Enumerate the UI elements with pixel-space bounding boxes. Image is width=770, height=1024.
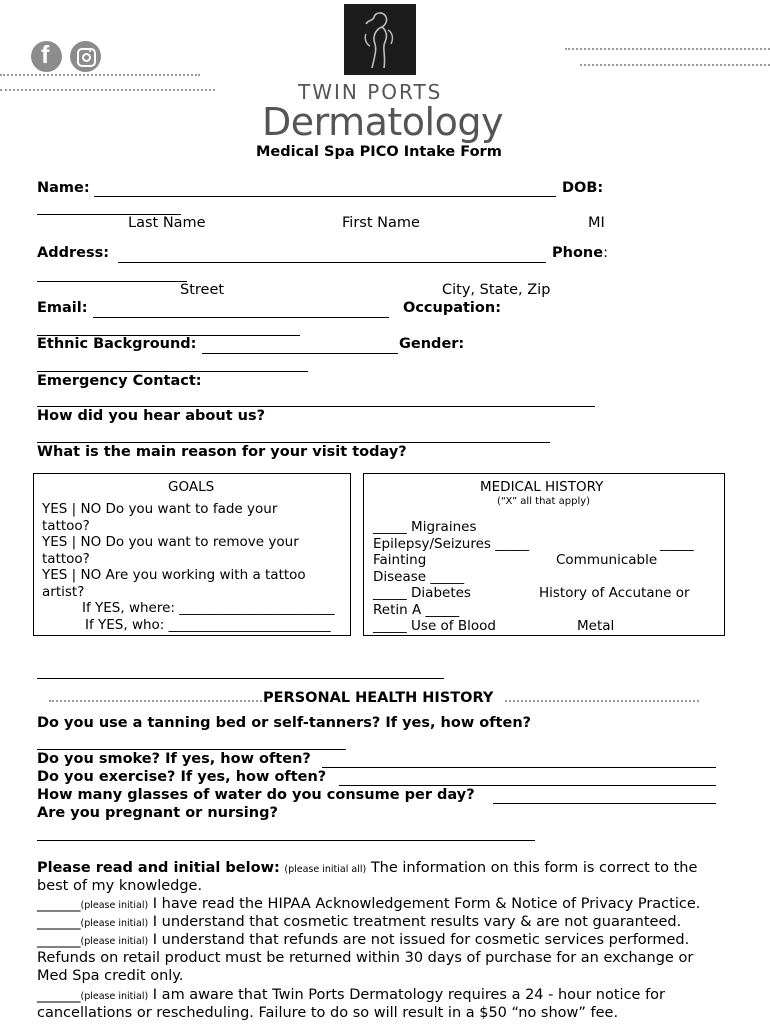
medical-item-retin-a[interactable]: Retin A _____ [373,601,460,618]
ack-results [37,913,681,933]
street-caption: Street [180,282,225,298]
header-dotted-line-left-2 [0,89,215,91]
goals-line-4: tattoo? [42,550,90,567]
hear-about-us-label: How did you hear about us? [37,408,266,424]
email-field[interactable] [93,317,389,318]
name-field[interactable] [94,196,556,197]
brand-subtitle: Dermatology [262,100,503,144]
ethnic-background-field[interactable] [202,353,398,354]
ack-refunds-line-2: Refunds on retail product must be returned within 30 days of purchase for an exchange or [37,950,694,966]
health-section-divider-right [505,700,699,702]
initial-field-cancellation[interactable]: ______ [37,987,81,1003]
exercise-question: Do you exercise? If yes, how often? [37,769,327,785]
ack-cancellation-text: I am aware that Twin Ports Dermatology requires a 24 - hour notice for [152,987,666,1003]
first-name-caption: First Name [342,215,420,231]
tanning-answer-field[interactable] [37,749,346,750]
emergency-contact-label: Emergency Contact: [37,373,202,389]
last-name-caption: Last Name [128,215,206,231]
please-initial-results: (please initial) [80,918,149,929]
please-initial-refunds: (please initial) [80,936,149,947]
medical-history-title: MEDICAL HISTORY [480,479,604,495]
tanning-question: Do you use a tanning bed or self-tanners? If yes, how often? [37,715,532,731]
goals-line-5[interactable]: YES | NO Are you working with a tattoo [42,567,306,583]
email-label: Email: [37,300,88,316]
phone-label-colon: : [603,245,608,261]
health-section-divider-left [49,700,262,702]
medical-item-epilepsy[interactable]: Epilepsy/Seizures _____ [373,535,529,552]
mi-caption: MI [588,215,605,231]
logo-figure-icon [344,4,416,75]
ack-intro-small: (please initial all) [284,864,367,875]
ack-intro-line-2: best of my knowledge. [37,878,203,894]
medical-item-metal: Metal [577,618,615,634]
medical-item-blood[interactable]: _____ Use of Blood [373,618,496,634]
visit-reason-field[interactable] [37,678,444,679]
pregnant-question: Are you pregnant or nursing? [37,805,278,821]
goals-line-2: tattoo? [42,517,90,534]
name-label: Name: [37,180,90,196]
goals-line-1[interactable]: YES | NO Do you want to fade your [42,501,278,517]
ack-intro-text: The information on this form is correct to the [370,860,698,876]
goals-where-field[interactable]: If YES, where: _______________________ [82,600,335,616]
phone-field[interactable] [37,281,187,282]
gender-field[interactable] [37,371,308,372]
dob-label: DOB: [562,180,604,196]
ack-intro [37,859,697,879]
goals-who-field[interactable]: If YES, who: ________________________ [85,617,331,633]
header-dotted-line-right-1 [565,48,770,50]
medical-item-migraines[interactable]: _____ Migraines [373,519,477,535]
exercise-answer-field[interactable] [339,785,716,786]
medical-item-disease[interactable]: Disease _____ [373,568,465,585]
ack-refunds-line-3: Med Spa credit only. [37,968,184,984]
emergency-contact-field[interactable] [37,406,595,407]
ack-hipaa-text: I have read the HIPAA Acknowledgement Form & Notice of Privacy Practice. [152,896,701,912]
ack-cancellation [37,986,665,1006]
ack-hipaa [37,895,700,915]
goals-title: GOALS [168,479,215,495]
initial-field-refunds[interactable]: ______ [37,932,81,948]
address-label: Address: [37,245,110,261]
form-title: Medical Spa PICO Intake Form [256,144,502,160]
logo-image [344,4,416,75]
gender-label: Gender: [399,336,465,352]
medical-item-communicable: Communicable [556,552,658,568]
medical-item-fainting: Fainting [373,552,427,568]
please-initial-cancellation: (please initial) [80,991,149,1002]
phone-label [552,245,608,261]
smoke-question: Do you smoke? If yes, how often? [37,751,311,767]
ack-refunds-text: I understand that refunds are not issued for cosmetic services performed. [152,932,690,948]
hear-about-us-field[interactable] [37,442,550,443]
please-initial-hipaa: (please initial) [80,900,149,911]
city-state-zip-caption: City, State, Zip [442,282,551,298]
visit-reason-label: What is the main reason for your visit today? [37,444,407,460]
address-field[interactable] [118,262,546,263]
ethnic-background-label: Ethnic Background: [37,336,197,352]
brand-name: TWIN PORTS [298,80,443,104]
medical-item-diabetes[interactable]: _____ Diabetes [373,585,471,601]
phone-label-text: Phone [552,245,604,261]
smoke-answer-field[interactable] [322,767,716,768]
water-answer-field[interactable] [493,803,716,804]
occupation-label: Occupation: [403,300,501,316]
ack-results-text: I understand that cosmetic treatment results vary & are not guaranteed. [152,914,682,930]
instagram-icon[interactable] [70,41,101,72]
goals-line-3[interactable]: YES | NO Do you want to remove your [42,534,299,550]
medical-item-accutane: History of Accutane or [539,585,690,601]
facebook-icon[interactable]: f [31,41,62,72]
water-question: How many glasses of water do you consume per day? [37,787,475,803]
ack-intro-bold: Please read and initial below: [37,860,280,876]
header-dotted-line-left-1 [0,74,200,76]
medical-history-subtitle: (“X” all that apply) [497,496,591,507]
health-section-title: PERSONAL HEALTH HISTORY [263,690,494,706]
initial-field-results[interactable]: ______ [37,914,81,930]
pregnant-answer-field[interactable] [37,840,535,841]
header-dotted-line-right-2 [580,64,770,66]
medical-item-communicable-blank[interactable]: _____ [660,535,694,552]
ack-cancellation-line-2: cancellations or rescheduling. Failure to do so will result in a $50 “no show” fee. [37,1005,619,1021]
goals-line-6: artist? [42,583,85,600]
initial-field-hipaa[interactable]: ______ [37,896,81,912]
ack-refunds [37,931,689,951]
